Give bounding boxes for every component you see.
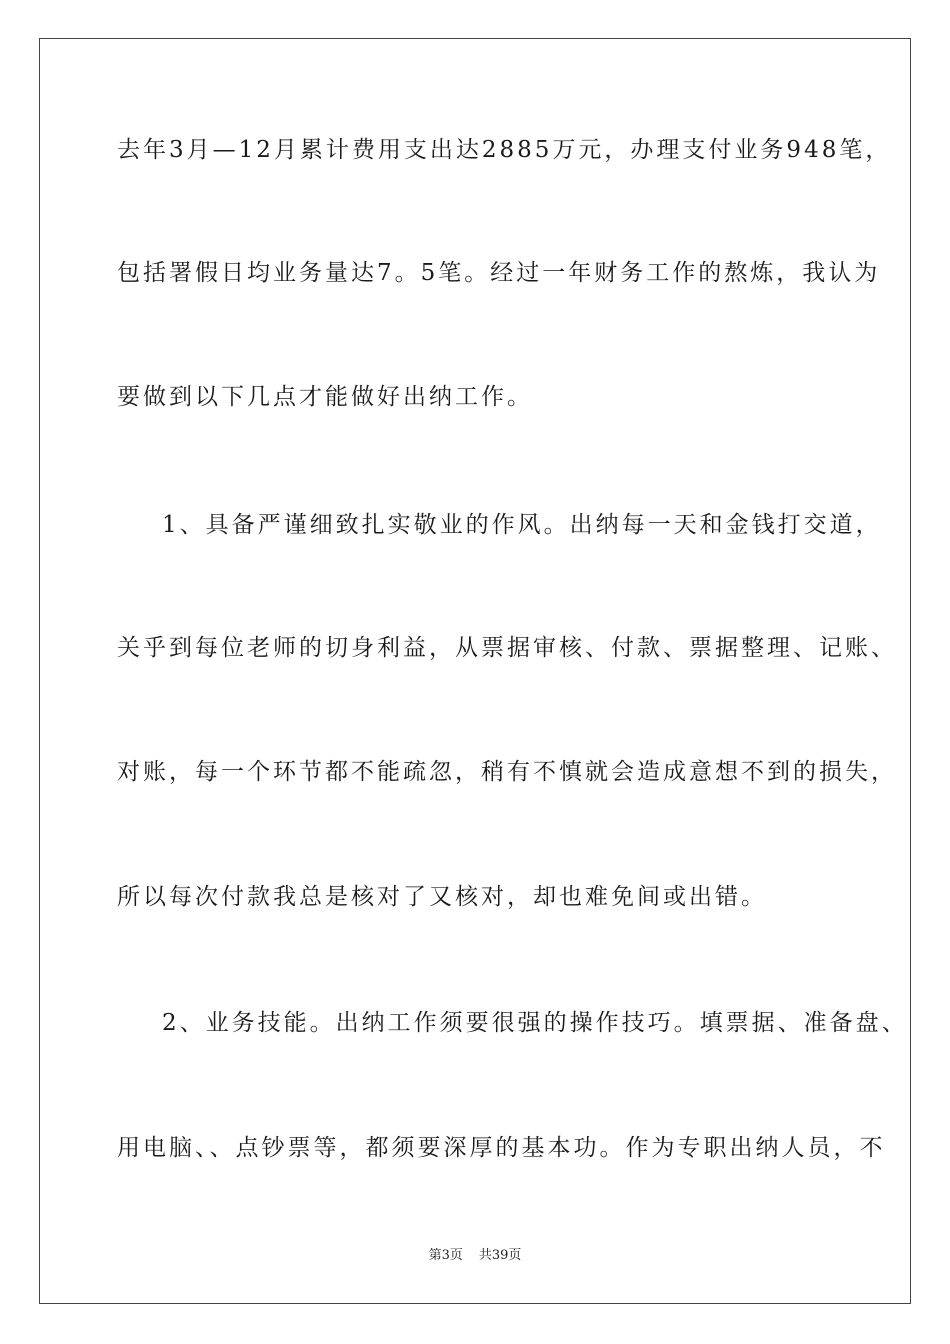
body-text-line: 对账，每一个环节都不能疏忽，稍有不慎就会造成意想不到的损失， [117,759,897,785]
numbered-paragraph-start: 1、具备严谨细致扎实敬业的作风。出纳每一天和金钱打交道， [162,512,882,538]
body-text-line: 用电脑、、点钞票等，都须要深厚的基本功。作为专职出纳人员，不 [117,1135,886,1161]
body-text-line: 关乎到每位老师的切身利益，从票据审核、付款、票据整理、记账、 [117,635,897,661]
numbered-paragraph-start: 2、业务技能。出纳工作须要很强的操作技巧。填票据、准备盘、 [162,1010,908,1036]
page-border [39,38,911,1304]
body-text-line: 要做到以下几点才能做好出纳工作。 [117,384,533,410]
page-footer [0,1247,950,1265]
body-text-line: 包括署假日均业务量达7。5笔。经过一年财务工作的熬炼，我认为 [117,260,881,286]
page-number: 第3页 [428,1248,463,1263]
body-text-line: 所以每次付款我总是核对了又核对，却也难免间或出错。 [117,884,767,910]
body-text-line: 去年3月—12月累计费用支出达2885万元，办理支付业务948笔， [117,137,892,163]
total-pages: 共39页 [478,1248,522,1263]
